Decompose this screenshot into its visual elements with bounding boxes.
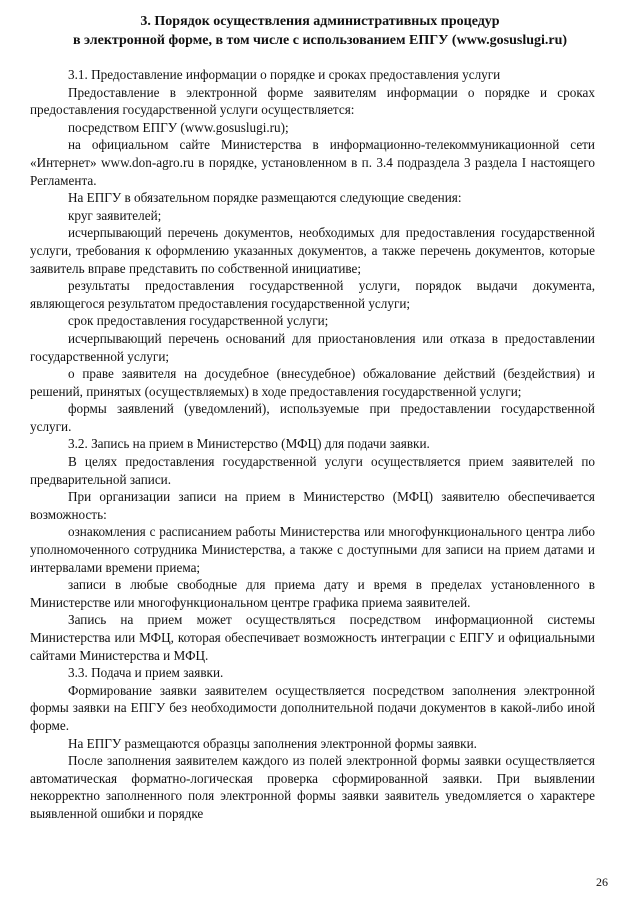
paragraph: После заполнения заявителем каждого из полей электронной формы заявки осуществляется автоматическая форматно-логическая проверка сформированной заявки. При выявлении некорректно заполненного поля электронной формы заявки заявитель уведомляется о характере выявленной ошибки и порядке — [30, 753, 595, 821]
paragraph: срок предоставления государственной услуги; — [68, 313, 329, 329]
section-heading-line-1: 3. Порядок осуществления административных процедур — [140, 14, 500, 29]
paragraph: На ЕПГУ в обязательном порядке размещаются следующие сведения: — [68, 190, 462, 206]
paragraph: посредством ЕПГУ (www.gosuslugi.ru); — [68, 119, 289, 135]
paragraph: При организации записи на прием в Министерство (МФЦ) заявителю обеспечивается возможность: — [30, 489, 595, 522]
paragraph: формы заявлений (уведомлений), используемые при предоставлении государственной услуги. — [30, 401, 595, 434]
paragraph: На ЕПГУ размещаются образцы заполнения электронной формы заявки. — [68, 735, 477, 751]
paragraph: круг заявителей; — [68, 207, 162, 223]
paragraph: исчерпывающий перечень документов, необходимых для предоставления государственной услуги, требования к оформлению указанных документов, а также перечень документов, которые заявитель вправе представить по собственной инициативе; — [30, 225, 595, 276]
paragraph: Формирование заявки заявителем осуществляется посредством заполнения электронной формы заявки на ЕПГУ без необходимости дополнительной подачи документов в какой-либо иной форме. — [30, 682, 595, 733]
paragraph: 3.3. Подача и прием заявки. — [68, 665, 224, 681]
section-heading — [30, 12, 610, 50]
paragraph: ознакомления с расписанием работы Министерства или многофункционального центра либо уполномоченного сотрудника Министерства, а также с доступными для записи на прием датами и интервалами времени приема; — [30, 524, 595, 575]
page-number: 26 — [596, 875, 608, 889]
document-body — [30, 66, 595, 823]
paragraph: результаты предоставления государственной услуги, порядок выдачи документа, являющегося результатом предоставления государственной услуги; — [30, 278, 595, 311]
paragraph: исчерпывающий перечень оснований для приостановления или отказа в предоставлении государственной услуги; — [30, 330, 595, 364]
section-heading-line-2: в электронной форме, в том числе с использованием ЕПГУ (www.gosuslugi.ru) — [72, 33, 568, 48]
paragraph: записи в любые свободные для приема дату и время в пределах установленного в Министерстве или многофункциональном центре графика приема заявителей. — [30, 577, 595, 610]
paragraph: на официальном сайте Министерства в информационно-телекоммуникационной сети «Интернет» www.don-agro.ru в порядке, установленном в п. 3.4 подраздела 3 раздела I настоящего Регламента. — [30, 137, 595, 188]
paragraph: Запись на прием может осуществляться посредством информационной системы Министерства или МФЦ, которая обеспечивает возможность интеграции с ЕПГУ и официальными сайтами Министерства и МФЦ. — [30, 612, 595, 663]
paragraph: В целях предоставления государственной услуги осуществляется прием заявителей по предварительной записи. — [30, 454, 595, 487]
paragraph: 3.1. Предоставление информации о порядке и сроках предоставления услуги — [68, 67, 501, 82]
paragraph: о праве заявителя на досудебное (внесудебное) обжалование действий (бездействия) и решений, принятых (осуществляемых) в ходе предоставления государственной услуги; — [30, 366, 595, 399]
paragraph: Предоставление в электронной форме заявителям информации о порядке и сроках предоставления государственной услуги осуществляется: — [30, 84, 595, 118]
paragraph: 3.2. Запись на прием в Министерство (МФЦ) для подачи заявки. — [68, 436, 430, 452]
